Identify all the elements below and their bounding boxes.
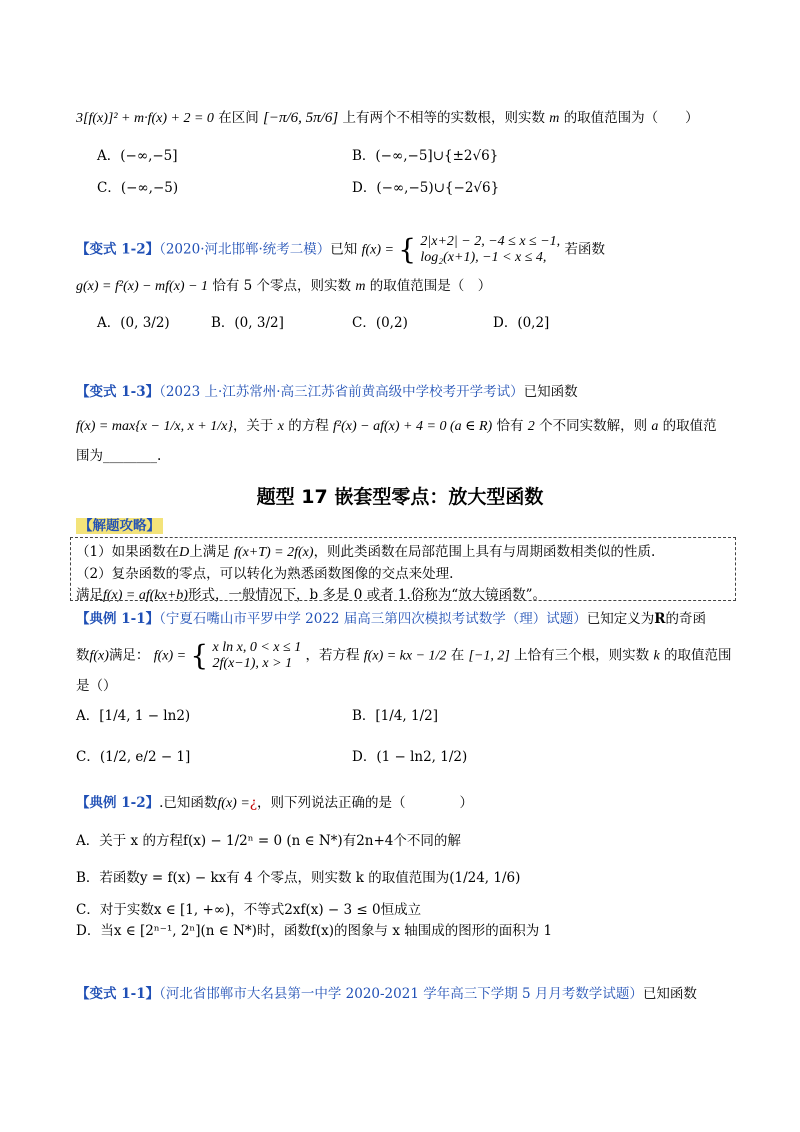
left-brace: { bbox=[398, 233, 417, 266]
option-c[interactable]: C．(−∞,−5) bbox=[97, 180, 179, 196]
source: （2020·河北邯郸·统考二模） bbox=[159, 241, 331, 258]
option-d[interactable]: D．(0,2] bbox=[493, 315, 550, 331]
strategy-line-3: 满足f(x) = af(kx+b)形式，一般情况下，b 多是 0 或者 1.俗称为“放大镜函数”。 bbox=[76, 587, 547, 603]
example-tag: 【典例 1-1】 bbox=[76, 611, 160, 627]
piecewise-cases: 2|x+2| − 2, −4 ≤ x ≤ −1, log₂(x+1), −1 < x ≤ 4, bbox=[420, 234, 561, 265]
example-1-1-stem: 【典例 1-1】（宁夏石嘴山市平罗中学 2022 届高三第四次模拟考试数学（理）试题）已知定义为R的奇函 bbox=[76, 611, 707, 627]
option-b[interactable]: B．若函数y = f(x) − kx有 4 个零点，则实数 k 的取值范围为(1/24, 1/6) bbox=[76, 870, 521, 886]
render-glitch: ¿ bbox=[249, 795, 258, 811]
question-top-stem: 3[f(x)]² + m·f(x) + 2 = 0 在区间 [−π/6, 5π/6] 上有两个不相等的实数根，则实数 m 的取值范围为（ ） bbox=[76, 110, 699, 126]
section-heading: 题型 17 嵌套型零点：放大型函数 bbox=[256, 486, 544, 508]
variant-1-2-line2: g(x) = f²(x) − mf(x) − 1 恰有 5 个零点，则实数 m 的取值范围是（ ） bbox=[76, 278, 492, 294]
option-b[interactable]: B．(−∞,−5]∪{±2√6} bbox=[352, 148, 499, 164]
option-c[interactable]: C．(0,2) bbox=[352, 315, 408, 331]
option-b[interactable]: B．[1/4, 1/2] bbox=[352, 708, 438, 724]
variant-1-3-stem: 【变式 1-3】（2023 上·江苏常州·高三江苏省前黄高级中学校考开学考试）已知函数 bbox=[76, 384, 578, 400]
example-1-1-line2: 数f(x)满足： f(x) = { x ln x, 0 < x ≤ 1 2f(x−1), x > 1 ，若方程 f(x) = kx − 1/2 在 [−1, 2] 上恰有三个根，则实数 k 的取值范围 bbox=[76, 639, 732, 672]
option-d[interactable]: D．(1 − ln2, 1/2) bbox=[352, 749, 468, 765]
option-a[interactable]: A．(−∞,−5] bbox=[97, 148, 178, 164]
piecewise-cases: x ln x, 0 < x ≤ 1 2f(x−1), x > 1 bbox=[212, 640, 302, 671]
option-a[interactable]: A．(0, 3/2) bbox=[97, 315, 170, 331]
option-c[interactable]: C．(1/2, e/2 − 1] bbox=[76, 749, 191, 765]
example-1-2-stem: 【典例 1-2】.已知函数f(x) =¿，则下列说法正确的是（ ） bbox=[76, 795, 474, 811]
example-tag: 【典例 1-2】 bbox=[76, 795, 160, 811]
variant-1-3-line2: f(x) = max{x − 1/x, x + 1/x}，关于 x 的方程 f²(x) − af(x) + 4 = 0 (a ∈ R) 恰有 2 个不同实数解，则 a 的取值范 bbox=[76, 418, 717, 434]
strategy-line-2: （2）复杂函数的零点，可以转化为熟悉函数图像的交点来处理. bbox=[76, 566, 454, 582]
option-c[interactable]: C．对于实数x ∈ [1, +∞)，不等式2xf(x) − 3 ≤ 0恒成立 bbox=[76, 902, 422, 918]
variant-1-1-stem: 【变式 1-1】（河北省邯郸市大名县第一中学 2020-2021 学年高三下学期 5 月月考数学试题）已知函数 bbox=[76, 986, 697, 1002]
strategy-line-1: （1）如果函数在D上满足 f(x+T) = 2f(x)，则此类函数在局部范围上具有与周期函数相类似的性质. bbox=[76, 544, 656, 560]
variant-tag: 【变式 1-2】 bbox=[76, 241, 160, 258]
source: （2023 上·江苏常州·高三江苏省前黄高级中学校考开学考试） bbox=[159, 384, 524, 400]
option-d[interactable]: D．当x ∈ [2ⁿ⁻¹, 2ⁿ](n ∈ N*)时，函数f(x)的图象与 x 轴围成的图形的面积为 1 bbox=[76, 923, 553, 939]
interval: [−π/6, 5π/6] bbox=[263, 110, 339, 126]
variant-tag: 【变式 1-3】 bbox=[76, 384, 160, 400]
option-b[interactable]: B．(0, 3/2] bbox=[211, 315, 284, 331]
variant-tag: 【变式 1-1】 bbox=[76, 986, 160, 1002]
source: （宁夏石嘴山市平罗中学 2022 届高三第四次模拟考试数学（理）试题） bbox=[159, 611, 587, 627]
option-a[interactable]: A．关于 x 的方程f(x) − 1/2ⁿ = 0 (n ∈ N*)有2n+4个不同的解 bbox=[76, 833, 461, 849]
variant-1-3-line3: 围为________. bbox=[76, 448, 162, 464]
left-brace: { bbox=[190, 639, 209, 672]
source: （河北省邯郸市大名县第一中学 2020-2021 学年高三下学期 5 月月考数学试题） bbox=[159, 986, 643, 1002]
option-a[interactable]: A．[1/4, 1 − ln2) bbox=[76, 708, 191, 724]
example-1-1-line3: 是（） bbox=[76, 678, 117, 694]
equation: 3[f(x)]² + m·f(x) + 2 = 0 bbox=[76, 111, 214, 126]
strategy-label: 【解题攻略】 bbox=[76, 514, 163, 534]
variant-1-2-stem: 【变式 1-2】（2020·河北邯郸·统考二模）已知 f(x) = { 2|x+2| − 2, −4 ≤ x ≤ −1, log₂(x+1), −1 < x ≤ 4, 若函数 bbox=[76, 233, 605, 266]
option-d[interactable]: D．(−∞,−5)∪{−2√6} bbox=[352, 180, 500, 196]
